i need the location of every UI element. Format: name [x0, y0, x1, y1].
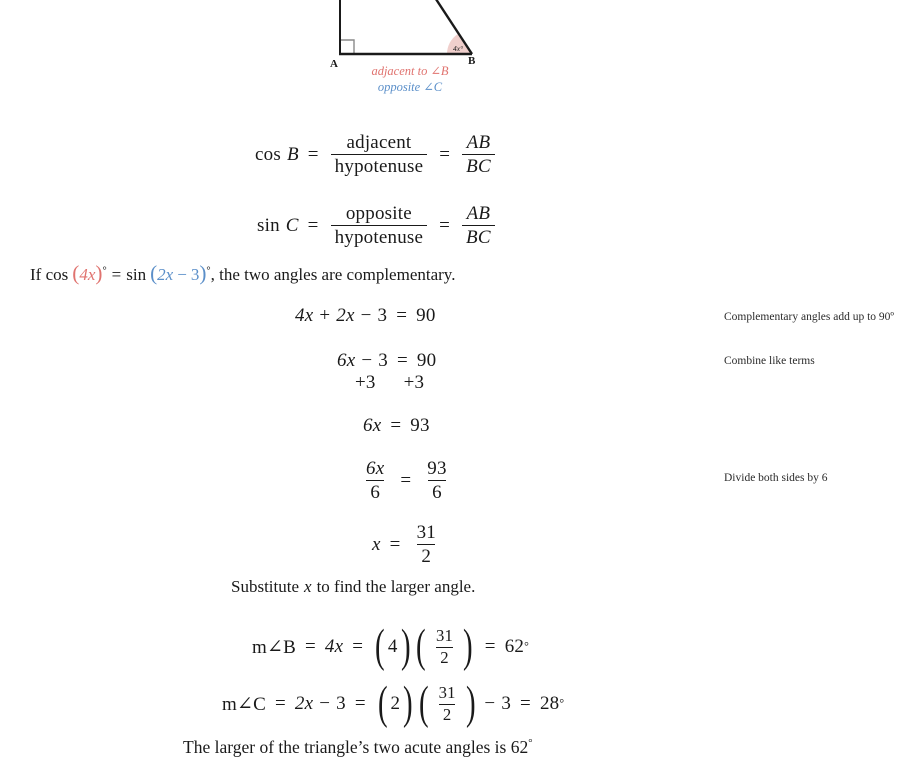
angle-c-measure-label: m∠C [222, 693, 266, 715]
angle-c-factor-group [375, 677, 416, 729]
sin-equals-2: = [439, 214, 451, 236]
note-combine-terms: Combine like terms [724, 355, 815, 367]
sin-equals-1: = [307, 214, 319, 236]
cos-equals-2: = [439, 143, 451, 165]
equation-step-5 [372, 522, 443, 568]
statement-expr-2b: 3 [190, 265, 200, 284]
equation-step-2 [337, 350, 436, 372]
step1-term-90: 90 [416, 305, 436, 326]
cos-side-fraction [462, 132, 495, 178]
step2-add-right: +3 [403, 372, 425, 393]
sin-numerator: opposite [345, 203, 412, 224]
substitute-variable: x [304, 577, 312, 596]
step4-equals: = [400, 469, 412, 491]
step2-minus: − [361, 350, 373, 371]
sin-side-fraction [462, 203, 495, 249]
equation-step-3 [363, 415, 430, 437]
vertex-label-a: A [330, 58, 338, 70]
step3-term-6x: 6x [363, 415, 382, 436]
angle-b-equals-3: = [484, 636, 496, 658]
angle-c-frac-numerator: 31 [438, 683, 456, 702]
statement-close-paren-1: ) [95, 261, 103, 285]
angle-b-frac-numerator: 31 [435, 626, 454, 645]
statement-equals: = [111, 265, 122, 284]
step5-fraction [413, 522, 440, 568]
step4-right-fraction [423, 458, 450, 504]
step1-plus: + [319, 305, 331, 326]
angle-c-minus-1: − [319, 693, 331, 715]
equation-step-2-addition [355, 372, 424, 394]
angle-b-fraction-group [413, 620, 476, 672]
step5-numerator: 31 [416, 522, 436, 543]
step2-term-3: 3 [378, 350, 388, 371]
angle-c-computation [222, 677, 565, 729]
angle-b-frac-denominator: 2 [436, 647, 453, 668]
sin-side-denominator: BC [462, 225, 495, 248]
step1-term-4x: 4x [295, 305, 314, 326]
step1-equals: = [396, 305, 408, 326]
angle-c-subtract: 3 [501, 693, 512, 715]
conclusion-text: The larger of the triangle’s two acute angles is 62 [183, 737, 529, 757]
sin-side-numerator: AB [466, 203, 491, 224]
statement-lead: If cos [30, 265, 69, 284]
statement-expr-1: 4x [79, 265, 96, 284]
statement-open-paren-2: ( [150, 261, 158, 285]
triangle-diagram [320, 0, 500, 100]
angle-b-measure-label: m∠B [252, 636, 296, 658]
statement-expr-2a: 2x [157, 265, 174, 284]
cos-angle: B [286, 143, 299, 165]
statement-degree-2: ° [206, 265, 211, 277]
step2-term-90: 90 [416, 350, 437, 371]
step4-left-fraction [362, 458, 388, 504]
step3-term-93: 93 [410, 415, 430, 436]
vertex-label-b: B [468, 55, 476, 67]
sin-word-fraction [331, 203, 428, 249]
conclusion-statement [183, 737, 533, 758]
cos-numerator: adjacent [346, 132, 412, 153]
step4-left-numerator: 6x [366, 458, 385, 479]
sin-angle: C [285, 214, 299, 236]
step4-left-denominator: 6 [366, 480, 384, 503]
angle-c-expression-b: 3 [336, 693, 346, 715]
note-complementary: Complementary angles add up to 90º [724, 311, 894, 323]
cos-side-denominator: BC [462, 154, 495, 177]
angle-c-minus-2: − [484, 693, 496, 715]
step1-minus: − [360, 305, 372, 326]
caption-opposite: opposite ∠C [377, 80, 443, 94]
cos-word-fraction [331, 132, 428, 178]
angle-c-paren-left-1: ( [377, 677, 388, 729]
complementary-statement [30, 261, 455, 286]
angle-c-equals-2: = [354, 693, 366, 715]
angle-b-paren-right-1: ) [400, 620, 411, 672]
substitute-lead: Substitute [231, 577, 300, 596]
angle-c-fraction [435, 684, 460, 724]
equation-step-1 [295, 305, 436, 327]
sin-function: sin [257, 214, 280, 236]
angle-c-paren-right-1: ) [403, 677, 413, 729]
step2-add-left: +3 [355, 372, 376, 393]
cos-denominator: hypotenuse [331, 154, 428, 177]
statement-degree-1: ° [102, 265, 107, 277]
cos-function: cos [255, 143, 281, 165]
step3-equals: = [390, 415, 402, 436]
step5-variable: x [372, 533, 381, 555]
cos-side-numerator: AB [466, 132, 491, 153]
angle-b-factor: 4 [387, 636, 398, 658]
step2-equals: = [396, 350, 408, 371]
step1-term-3: 3 [377, 305, 388, 326]
angle-b-degree: ° [524, 640, 530, 654]
angle-c-equals-1: = [274, 693, 286, 715]
angle-c-frac-denominator: 2 [439, 704, 456, 725]
sin-denominator: hypotenuse [331, 225, 428, 248]
angle-b-result: 62 [504, 636, 525, 658]
angle-c-paren-right-2: ) [465, 677, 476, 729]
angle-b-paren-right-2: ) [463, 620, 473, 672]
statement-open-paren-1: ( [72, 261, 80, 285]
ratio-sin-c [257, 203, 498, 249]
step4-right-numerator: 93 [427, 458, 447, 479]
ratio-cos-b [255, 132, 498, 178]
angle-c-equals-3: = [520, 693, 531, 715]
right-angle-marker [340, 40, 354, 54]
statement-minus: − [177, 265, 187, 284]
step1-term-2x: 2x [336, 305, 355, 326]
equation-step-4 [359, 458, 454, 504]
step2-term-6x: 6x [337, 350, 356, 371]
angle-b-factor-group [372, 620, 413, 672]
substitute-instruction [231, 577, 475, 597]
angle-c-paren-left-2: ( [418, 677, 429, 729]
angle-b-fraction [432, 627, 457, 667]
conclusion-degree: ° [528, 737, 533, 750]
statement-tail: , the two angles are complementary. [210, 265, 456, 284]
substitute-tail: to find the larger angle. [316, 577, 476, 596]
angle-b-equals-1: = [304, 636, 316, 658]
angle-c-result: 28 [539, 693, 560, 715]
angle-b-paren-left-1: ( [375, 620, 385, 672]
angle-b-paren-left-2: ( [416, 620, 427, 672]
cos-equals-1: = [307, 143, 319, 165]
angle-measure-label: 4x° [453, 44, 464, 53]
angle-c-factor: 2 [390, 693, 401, 715]
note-divide-by-6: Divide both sides by 6 [724, 472, 828, 484]
step5-denominator: 2 [417, 544, 435, 567]
statement-sin: sin [126, 265, 147, 284]
angle-c-degree: ° [559, 697, 565, 711]
angle-b-expression: 4x [324, 636, 344, 658]
statement-close-paren-2: ) [199, 261, 207, 285]
step4-right-denominator: 6 [428, 480, 446, 503]
angle-c-fraction-group [416, 677, 479, 729]
angle-b-equals-2: = [352, 636, 364, 658]
angle-c-expression-a: 2x [294, 693, 314, 715]
angle-b-computation [252, 620, 530, 672]
caption-adjacent: adjacent to ∠B [371, 64, 449, 78]
step5-equals: = [389, 533, 401, 555]
